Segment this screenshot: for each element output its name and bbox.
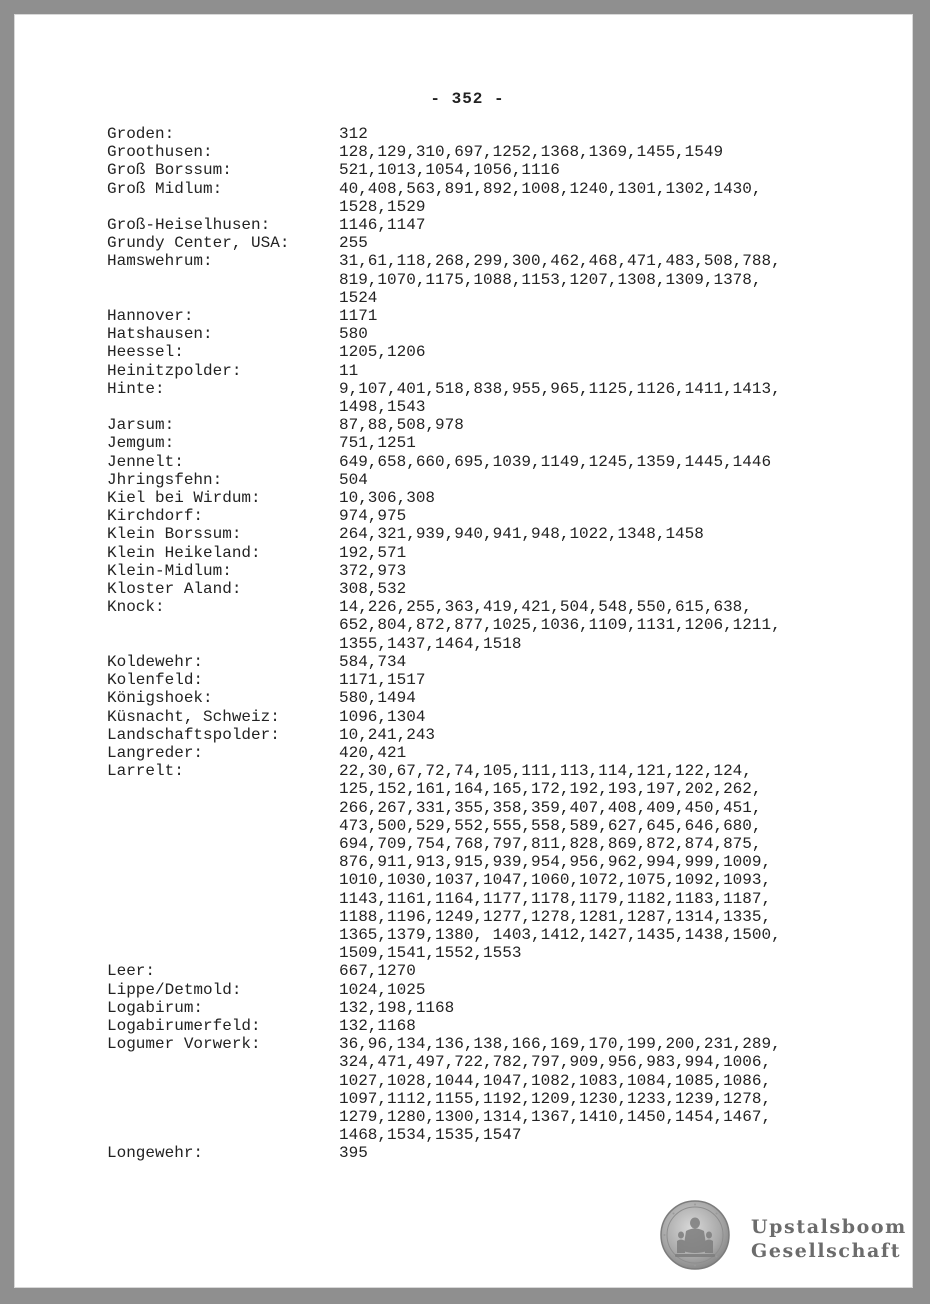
place-name: Kloster Aland: bbox=[107, 580, 242, 599]
page-references bbox=[339, 125, 867, 143]
index-entry bbox=[107, 161, 867, 179]
place-name: Logabirumerfeld: bbox=[107, 1016, 261, 1035]
page-references bbox=[339, 416, 867, 434]
page-references bbox=[339, 343, 867, 361]
place-name: Klein Heikeland: bbox=[107, 543, 261, 562]
page-reference-line: 667,1270 bbox=[339, 962, 416, 981]
index-entry bbox=[107, 180, 867, 216]
page-reference-line: 1498,1543 bbox=[339, 398, 426, 417]
society-name-line1: Upstalsboom bbox=[751, 1216, 907, 1238]
page-reference-line: 819,1070,1175,1088,1153,1207,1308,1309,1378, bbox=[339, 270, 762, 289]
page-reference-line: 132,198,1168 bbox=[339, 998, 455, 1017]
page-reference-line: 504 bbox=[339, 470, 368, 489]
page-references bbox=[339, 708, 867, 726]
page-references bbox=[339, 689, 867, 707]
page-reference-line: 876,911,913,915,939,954,956,962,994,999,1009, bbox=[339, 853, 772, 872]
place-name: Jhringsfehn: bbox=[107, 470, 223, 489]
index-entry bbox=[107, 434, 867, 452]
page-reference-line: 10,241,243 bbox=[339, 725, 436, 744]
index-entry bbox=[107, 489, 867, 507]
page-reference-line: 132,1168 bbox=[339, 1016, 416, 1035]
page-reference-line: 1524 bbox=[339, 288, 378, 307]
index-entry bbox=[107, 981, 867, 999]
place-name: Groden: bbox=[107, 125, 175, 143]
page-reference-line: 1528,1529 bbox=[339, 197, 426, 216]
page-references bbox=[339, 653, 867, 671]
page-references bbox=[339, 453, 867, 471]
place-name: Landschaftspolder: bbox=[107, 725, 280, 744]
page-references bbox=[339, 234, 867, 252]
page-reference-line: 372,973 bbox=[339, 561, 407, 580]
page-reference-line: 40,408,563,891,892,1008,1240,1301,1302,1430, bbox=[339, 179, 762, 198]
page-reference-line: 308,532 bbox=[339, 580, 407, 599]
index-entry bbox=[107, 1035, 867, 1144]
page-references bbox=[339, 999, 867, 1017]
place-name: Leer: bbox=[107, 962, 156, 981]
page-reference-line: 473,500,529,552,555,558,589,627,645,646,680, bbox=[339, 816, 762, 835]
page-references bbox=[339, 471, 867, 489]
place-name: Knock: bbox=[107, 598, 165, 617]
page-reference-line: 10,306,308 bbox=[339, 489, 436, 508]
place-name: Hannover: bbox=[107, 307, 194, 326]
place-name: Kiel bei Wirdum: bbox=[107, 489, 261, 508]
page-references bbox=[339, 252, 867, 307]
index-entry bbox=[107, 1144, 867, 1162]
place-name: Groothusen: bbox=[107, 143, 213, 162]
index-entry bbox=[107, 726, 867, 744]
place-name: Groß Midlum: bbox=[107, 179, 223, 198]
place-name: Königshoek: bbox=[107, 689, 213, 708]
page-reference-line: 1143,1161,1164,1177,1178,1179,1182,1183,1187, bbox=[339, 889, 772, 908]
index-entry bbox=[107, 562, 867, 580]
page-reference-line: 128,129,310,697,1252,1368,1369,1455,1549 bbox=[339, 143, 724, 162]
page-reference-line: 974,975 bbox=[339, 507, 407, 526]
page-reference-line: 649,658,660,695,1039,1149,1245,1359,1445,1446 bbox=[339, 452, 772, 471]
page-references bbox=[339, 380, 867, 416]
page-reference-line: 9,107,401,518,838,955,965,1125,1126,1411,1413, bbox=[339, 379, 781, 398]
page-reference-line: 1027,1028,1044,1047,1082,1083,1084,1085,1086, bbox=[339, 1071, 772, 1090]
page-reference-line: 751,1251 bbox=[339, 434, 416, 453]
index-entry bbox=[107, 544, 867, 562]
place-name: Kirchdorf: bbox=[107, 507, 204, 526]
seal-icon bbox=[659, 1199, 731, 1271]
place-name: Grundy Center, USA: bbox=[107, 234, 290, 253]
page-reference-line: 395 bbox=[339, 1144, 368, 1163]
page-references bbox=[339, 1035, 867, 1144]
place-name: Logumer Vorwerk: bbox=[107, 1035, 261, 1054]
place-name: Heessel: bbox=[107, 343, 184, 362]
index-entry bbox=[107, 580, 867, 598]
place-name: Langreder: bbox=[107, 743, 204, 762]
index-entry bbox=[107, 598, 867, 653]
place-name: Heinitzpolder: bbox=[107, 361, 242, 380]
page-reference-line: 125,152,161,164,165,172,192,193,197,202,262, bbox=[339, 780, 762, 799]
page-reference-line: 694,709,754,768,797,811,828,869,872,874,875, bbox=[339, 834, 762, 853]
page-references bbox=[339, 307, 867, 325]
page-reference-line: 1010,1030,1037,1047,1060,1072,1075,1092,1093, bbox=[339, 871, 772, 890]
index-entry bbox=[107, 962, 867, 980]
page-reference-line: 1024,1025 bbox=[339, 980, 426, 999]
page-reference-line: 1205,1206 bbox=[339, 343, 426, 362]
index-entry bbox=[107, 216, 867, 234]
page-references bbox=[339, 362, 867, 380]
place-name: Hamswehrum: bbox=[107, 252, 213, 271]
page-reference-line: 264,321,939,940,941,948,1022,1348,1458 bbox=[339, 525, 704, 544]
page-reference-line: 1468,1534,1535,1547 bbox=[339, 1126, 522, 1145]
page-references bbox=[339, 598, 867, 653]
page-reference-line: 521,1013,1054,1056,1116 bbox=[339, 161, 560, 180]
page-reference-line: 580 bbox=[339, 325, 368, 344]
page-reference-line: 1171,1517 bbox=[339, 671, 426, 690]
page-reference-line: 87,88,508,978 bbox=[339, 416, 464, 435]
page-reference-line: 31,61,118,268,299,300,462,468,471,483,508,788, bbox=[339, 252, 781, 271]
page-reference-line: 584,734 bbox=[339, 652, 407, 671]
page-references bbox=[339, 580, 867, 598]
index-entry bbox=[107, 252, 867, 307]
page-references bbox=[339, 325, 867, 343]
index-entry bbox=[107, 325, 867, 343]
page-references bbox=[339, 1144, 867, 1162]
page-reference-line: 1355,1437,1464,1518 bbox=[339, 634, 522, 653]
index-entry bbox=[107, 143, 867, 161]
index-entry bbox=[107, 416, 867, 434]
index-entry bbox=[107, 343, 867, 361]
index-entry bbox=[107, 362, 867, 380]
page-references bbox=[339, 525, 867, 543]
place-name: Jarsum: bbox=[107, 416, 175, 435]
page-references bbox=[339, 434, 867, 452]
page-references bbox=[339, 161, 867, 179]
page-reference-line: 1365,1379,1380, 1403,1412,1427,1435,1438,1500, bbox=[339, 925, 781, 944]
index-entry bbox=[107, 307, 867, 325]
index-entry bbox=[107, 380, 867, 416]
page-references bbox=[339, 981, 867, 999]
page-references bbox=[339, 1017, 867, 1035]
index-entry bbox=[107, 525, 867, 543]
place-name: Klein Borssum: bbox=[107, 525, 242, 544]
page-references bbox=[339, 744, 867, 762]
page-references bbox=[339, 489, 867, 507]
index-entry bbox=[107, 453, 867, 471]
index-entry bbox=[107, 471, 867, 489]
place-name: Küsnacht, Schweiz: bbox=[107, 707, 280, 726]
index-entry bbox=[107, 653, 867, 671]
page-reference-line: 1279,1280,1300,1314,1367,1410,1450,1454,1467, bbox=[339, 1107, 772, 1126]
page-reference-line: 420,421 bbox=[339, 743, 407, 762]
index-entry bbox=[107, 999, 867, 1017]
place-name: Jemgum: bbox=[107, 434, 175, 453]
place-name: Longewehr: bbox=[107, 1144, 204, 1163]
page-reference-line: 22,30,67,72,74,105,111,113,114,121,122,124, bbox=[339, 762, 752, 781]
place-name: Hinte: bbox=[107, 379, 165, 398]
page-reference-line: 580,1494 bbox=[339, 689, 416, 708]
page-references bbox=[339, 762, 867, 962]
document-page bbox=[14, 14, 913, 1288]
index-entry bbox=[107, 125, 867, 143]
page-references bbox=[339, 180, 867, 216]
place-name: Klein-Midlum: bbox=[107, 561, 232, 580]
society-name-line2: Gesellschaft bbox=[751, 1240, 902, 1262]
place-name: Kolenfeld: bbox=[107, 671, 204, 690]
page-number: - 352 - bbox=[430, 90, 505, 108]
page-reference-line: 192,571 bbox=[339, 543, 407, 562]
index-entry bbox=[107, 744, 867, 762]
page-references bbox=[339, 962, 867, 980]
place-name: Larrelt: bbox=[107, 762, 184, 781]
index-entry bbox=[107, 1017, 867, 1035]
page-reference-line: 11 bbox=[339, 361, 359, 380]
page-reference-line: 1096,1304 bbox=[339, 707, 426, 726]
page-references bbox=[339, 544, 867, 562]
place-name: Groß Borssum: bbox=[107, 161, 232, 180]
society-name bbox=[751, 1215, 907, 1263]
page-reference-line: 255 bbox=[339, 234, 368, 253]
page-references bbox=[339, 671, 867, 689]
place-name: Hatshausen: bbox=[107, 325, 213, 344]
page-reference-line: 14,226,255,363,419,421,504,548,550,615,638, bbox=[339, 598, 752, 617]
page-reference-line: 312 bbox=[339, 125, 368, 143]
page-references bbox=[339, 507, 867, 525]
page-reference-line: 1097,1112,1155,1192,1209,1230,1233,1239,1278, bbox=[339, 1089, 772, 1108]
place-name: Jennelt: bbox=[107, 452, 184, 471]
index-entry bbox=[107, 234, 867, 252]
page-reference-line: 36,96,134,136,138,166,169,170,199,200,231,289, bbox=[339, 1035, 781, 1054]
page-reference-line: 1146,1147 bbox=[339, 216, 426, 235]
index-entry bbox=[107, 689, 867, 707]
place-name: Groß-Heiselhusen: bbox=[107, 216, 271, 235]
index-entry bbox=[107, 671, 867, 689]
page-reference-line: 1188,1196,1249,1277,1278,1281,1287,1314,1335, bbox=[339, 907, 772, 926]
page-reference-line: 1509,1541,1552,1553 bbox=[339, 944, 522, 963]
place-index-list bbox=[107, 125, 867, 1163]
page-reference-line: 324,471,497,722,782,797,909,956,983,994,1006, bbox=[339, 1053, 772, 1072]
page-references bbox=[339, 726, 867, 744]
place-name: Logabirum: bbox=[107, 998, 204, 1017]
place-name: Koldewehr: bbox=[107, 652, 204, 671]
page-references bbox=[339, 216, 867, 234]
page-reference-line: 1171 bbox=[339, 307, 378, 326]
page-reference-line: 652,804,872,877,1025,1036,1109,1131,1206,1211, bbox=[339, 616, 781, 635]
index-entry bbox=[107, 708, 867, 726]
page-references bbox=[339, 143, 867, 161]
index-entry bbox=[107, 762, 867, 962]
society-logo bbox=[659, 1199, 909, 1279]
page-references bbox=[339, 562, 867, 580]
place-name: Lippe/Detmold: bbox=[107, 980, 242, 999]
page-reference-line: 266,267,331,355,358,359,407,408,409,450,451, bbox=[339, 798, 762, 817]
index-entry bbox=[107, 507, 867, 525]
